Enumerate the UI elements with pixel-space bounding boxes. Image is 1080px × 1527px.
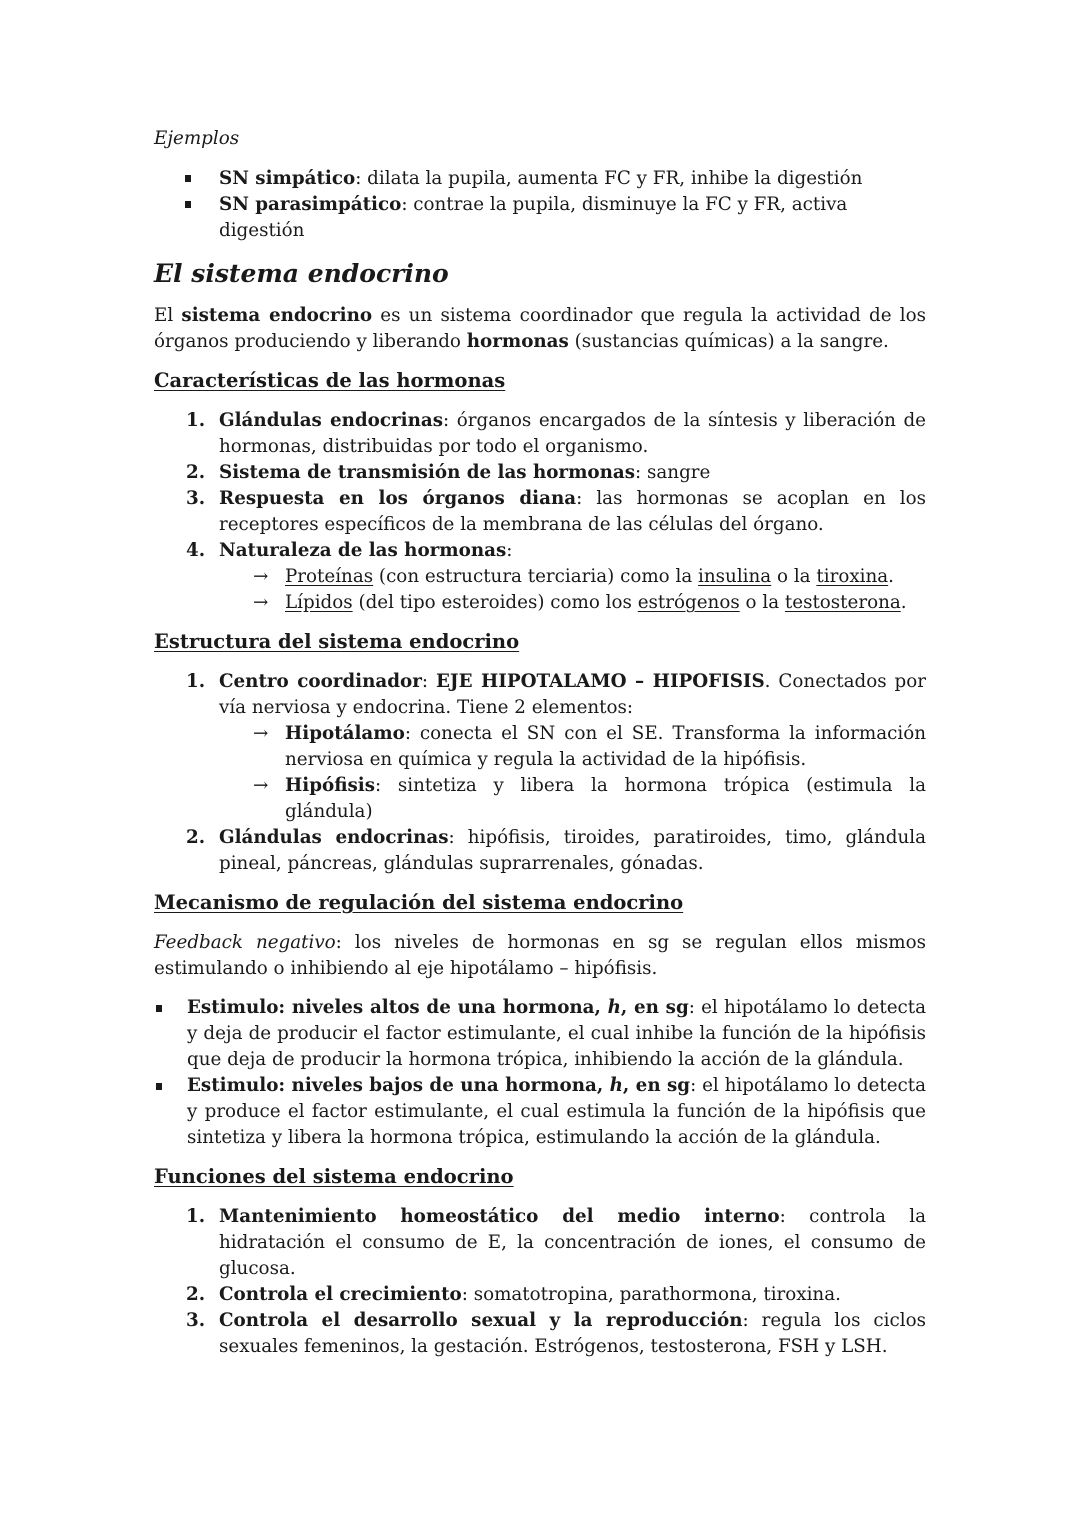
feedback-paragraph: Feedback negativo: los niveles de hormonas en sg se regulan ellos mismos estimulando o inhibiendo al eje hipotálamo – hipófisis. xyxy=(154,932,926,979)
document-page xyxy=(154,126,926,1360)
estructura-list xyxy=(154,669,926,877)
centro-sub-list xyxy=(219,721,926,825)
list-item: → Hipotálamo: conecta el SN con el SE. Transforma la información nerviosa en química y regula la actividad de la hipófisis. xyxy=(253,723,926,770)
heading-mecanismo: Mecanismo de regulación del sistema endocrino xyxy=(154,891,684,914)
list-item: 2. Controla el crecimiento: somatotropina, parathormona, tiroxina. xyxy=(186,1284,841,1305)
heading-funciones: Funciones del sistema endocrino xyxy=(154,1165,514,1188)
list-item: Estimulo: niveles altos de una hormona, h, en sg: el hipotálamo lo detecta y deja de producir el factor estimulante, el cual inhibe la función de la hipófisis que deja de producir la hormona trópica, inhibiendo la acción de la glándula. xyxy=(154,995,926,1073)
examples-title: Ejemplos xyxy=(154,128,240,149)
list-item: 1. Centro coordinador: EJE HIPOTALAMO – HIPOFISIS. Conectados por vía nerviosa y endocrina. Tiene 2 elementos: → Hipotálamo: conecta el SN con el SE. Transforma la información nerviosa en química y regula la actividad de la hipófisis. → Hipófisis: sintetiza y libera la hormona trópica (estimula la glándula) xyxy=(154,669,926,825)
caracteristicas-list xyxy=(154,408,926,564)
list-item: 3. Controla el desarrollo sexual y la reproducción: regula los ciclos sexuales femeninos, la gestación. Estrógenos, testosterona, FSH y LSH. xyxy=(186,1310,926,1357)
list-item: → Proteínas (con estructura terciaria) como la insulina o la tiroxina. xyxy=(154,564,926,590)
list-item: 2. Glándulas endocrinas: hipófisis, tiroides, paratiroides, timo, glándula pineal, páncreas, glándulas suprarrenales, gónadas. xyxy=(186,827,927,874)
list-item: 2. Sistema de transmisión de las hormonas: sangre xyxy=(186,462,711,483)
section-title: El sistema endocrino xyxy=(154,259,449,288)
naturaleza-list xyxy=(154,564,926,616)
heading-caracteristicas: Características de las hormonas xyxy=(154,369,506,392)
list-item: 3. Respuesta en los órganos diana: las hormonas se acoplan en los receptores específicos de la membrana de las células del órgano. xyxy=(186,488,926,535)
arrow-icon: → xyxy=(253,723,269,744)
list-item: 1. Mantenimiento homeostático del medio interno: controla la hidratación el consumo de E, la concentración de iones, el consumo de glucosa. xyxy=(186,1206,927,1279)
list-item: → Hipófisis: sintetiza y libera la hormona trópica (estimula la glándula) xyxy=(253,775,926,822)
list-item: Estimulo: niveles bajos de una hormona, h, en sg: el hipotálamo lo detecta y produce el factor estimulante, el cual estimula la función de la hipófisis que sintetiza y libera la hormona trópica, estimulando la acción de la glándula. xyxy=(154,1073,926,1151)
list-item: 4. Naturaleza de las hormonas: xyxy=(186,540,513,561)
arrow-icon: → xyxy=(253,592,269,613)
funciones-list xyxy=(154,1204,926,1360)
examples-list xyxy=(154,166,926,244)
list-item: SN simpático: dilata la pupila, aumenta FC y FR, inhibe la digestión xyxy=(154,166,926,192)
arrow-icon: → xyxy=(253,566,269,587)
list-item: SN parasimpático: contrae la pupila, disminuye la FC y FR, activa digestión xyxy=(154,192,926,244)
intro-paragraph: El sistema endocrino es un sistema coordinador que regula la actividad de los órganos produciendo y liberando hormonas (sustancias químicas) a la sangre. xyxy=(154,305,926,352)
heading-estructura: Estructura del sistema endocrino xyxy=(154,630,520,653)
list-item: → Lípidos (del tipo esteroides) como los estrógenos o la testosterona. xyxy=(154,590,926,616)
list-item: 1. Glándulas endocrinas: órganos encargados de la síntesis y liberación de hormonas, distribuidas por todo el organismo. xyxy=(186,410,927,457)
arrow-icon: → xyxy=(253,775,269,796)
mecanismo-list xyxy=(154,995,926,1151)
